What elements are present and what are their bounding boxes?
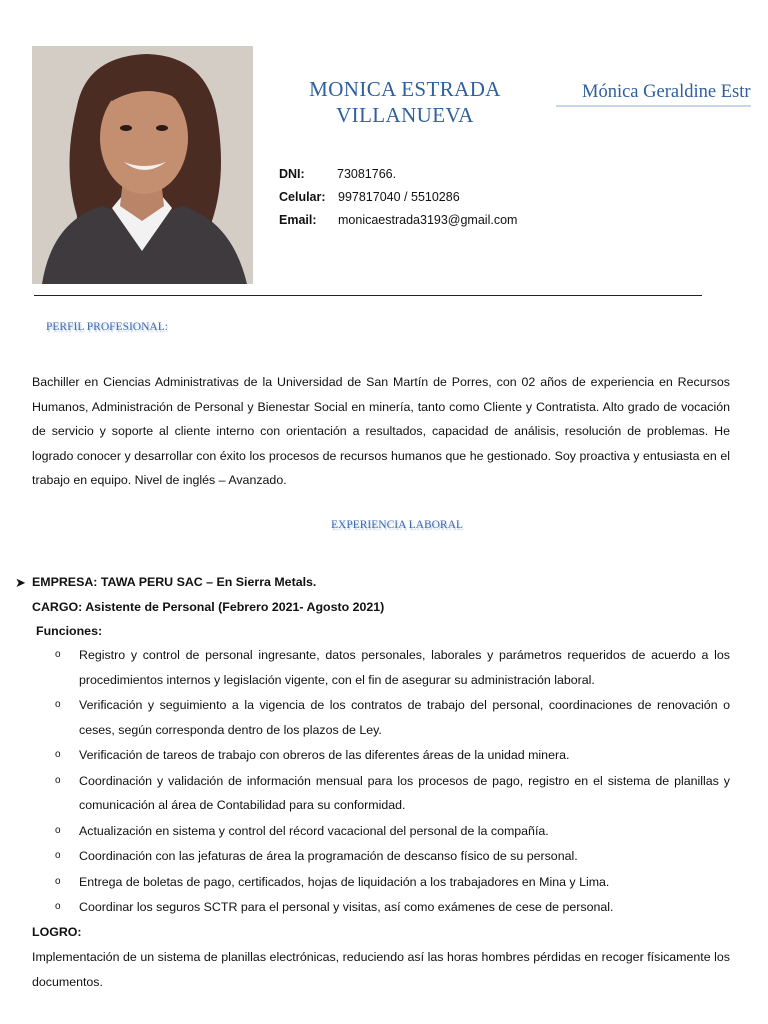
functions-list [0, 643, 730, 921]
circle-bullet-icon: o [55, 850, 61, 861]
circle-bullet-icon: o [55, 824, 61, 836]
name-line-1: MONICA ESTRADA [309, 77, 501, 101]
phone-value: 997817040 / 5510286 [338, 190, 460, 204]
function-item [0, 819, 730, 844]
profile-photo [32, 46, 253, 284]
achievement-label: LOGRO: [32, 925, 82, 939]
function-item [0, 844, 730, 869]
company-line: EMPRESA: TAWA PERU SAC – En Sierra Metals. [32, 575, 317, 589]
circle-bullet-icon: o [55, 901, 61, 912]
function-item [0, 870, 730, 895]
function-text: Coordinación y validación de información mensual para los procesos de pago, registro en el sistema de planillas y comunicación al área de Contabilidad para su conformidad. [79, 773, 730, 812]
header-divider [34, 295, 702, 296]
circle-bullet-icon: o [55, 699, 61, 710]
candidate-name [280, 76, 530, 128]
dni-label: DNI: [279, 167, 305, 181]
dni-value: 73081766. [337, 167, 397, 181]
experience-title: EXPERIENCIA LABORAL [331, 519, 463, 531]
header-name-right: Mónica Geraldine Estr [556, 82, 751, 107]
functions-label: Funciones: [36, 624, 103, 638]
email-value[interactable]: monicaestrada3193@gmail.com [338, 213, 518, 227]
circle-bullet-icon: o [55, 649, 61, 660]
function-item [0, 693, 730, 742]
function-text: Actualización en sistema y control del récord vacacional del personal de la compañía. [79, 823, 549, 838]
function-text: Coordinación con las jefaturas de área la programación de descanso físico de su personal. [79, 849, 578, 863]
function-text: Coordinar los seguros SCTR para el personal y visitas, así como exámenes de cese de personal. [79, 900, 614, 914]
circle-bullet-icon: o [55, 774, 61, 786]
function-item [0, 895, 730, 920]
position-line: CARGO: Asistente de Personal (Febrero 2021- Agosto 2021) [32, 600, 385, 614]
profile-title: PERFIL PROFESIONAL: [46, 321, 168, 333]
function-item [0, 743, 730, 768]
achievement-text: Implementación de un sistema de planillas electrónicas, reduciendo así las horas hombres pérdidas en recoger físicamente los documentos. [32, 950, 730, 989]
function-text: Registro y control de personal ingresante, datos personales, laborales y parámetros requeridos de acuerdo a los procedimientos internos y legislación vigente, con el fin de asegurar su administración laboral. [79, 648, 730, 687]
email-label: Email: [279, 213, 317, 227]
circle-bullet-icon: o [55, 749, 61, 760]
function-item [0, 643, 730, 692]
function-text: Entrega de boletas de pago, certificados, hojas de liquidación a los trabajadores en Mina y Lima. [79, 874, 610, 889]
name-line-2: VILLANUEVA [336, 103, 474, 127]
circle-bullet-icon: o [55, 875, 61, 887]
arrow-bullet-icon: ➤ [15, 575, 26, 590]
profile-text: Bachiller en Ciencias Administrativas de la Universidad de San Martín de Porres, con 02 años de experiencia en Recursos Humanos, Administración de Personal y Bienestar Social en minería, tanto como Cliente y Contratista. Alto grado de vocación de servicio y soporte al cliente interno con orientación a resultados, capacidad de análisis, resolución de problemas. He logrado conocer y desarrollar con éxito los procesos de recursos humanos que he gestionado. Soy proactiva y entusiasta en el trabajo en equipo. Nivel de inglés – Avanzado. [32, 375, 730, 487]
phone-label: Celular: [279, 190, 326, 204]
function-item [0, 769, 730, 818]
function-text: Verificación de tareos de trabajo con obreros de las diferentes áreas de la unidad minera. [79, 748, 570, 762]
function-text: Verificación y seguimiento a la vigencia de los contratos de trabajo del personal, coordinaciones de renovación o ceses, según corresponda dentro de los plazos de Ley. [79, 698, 730, 737]
